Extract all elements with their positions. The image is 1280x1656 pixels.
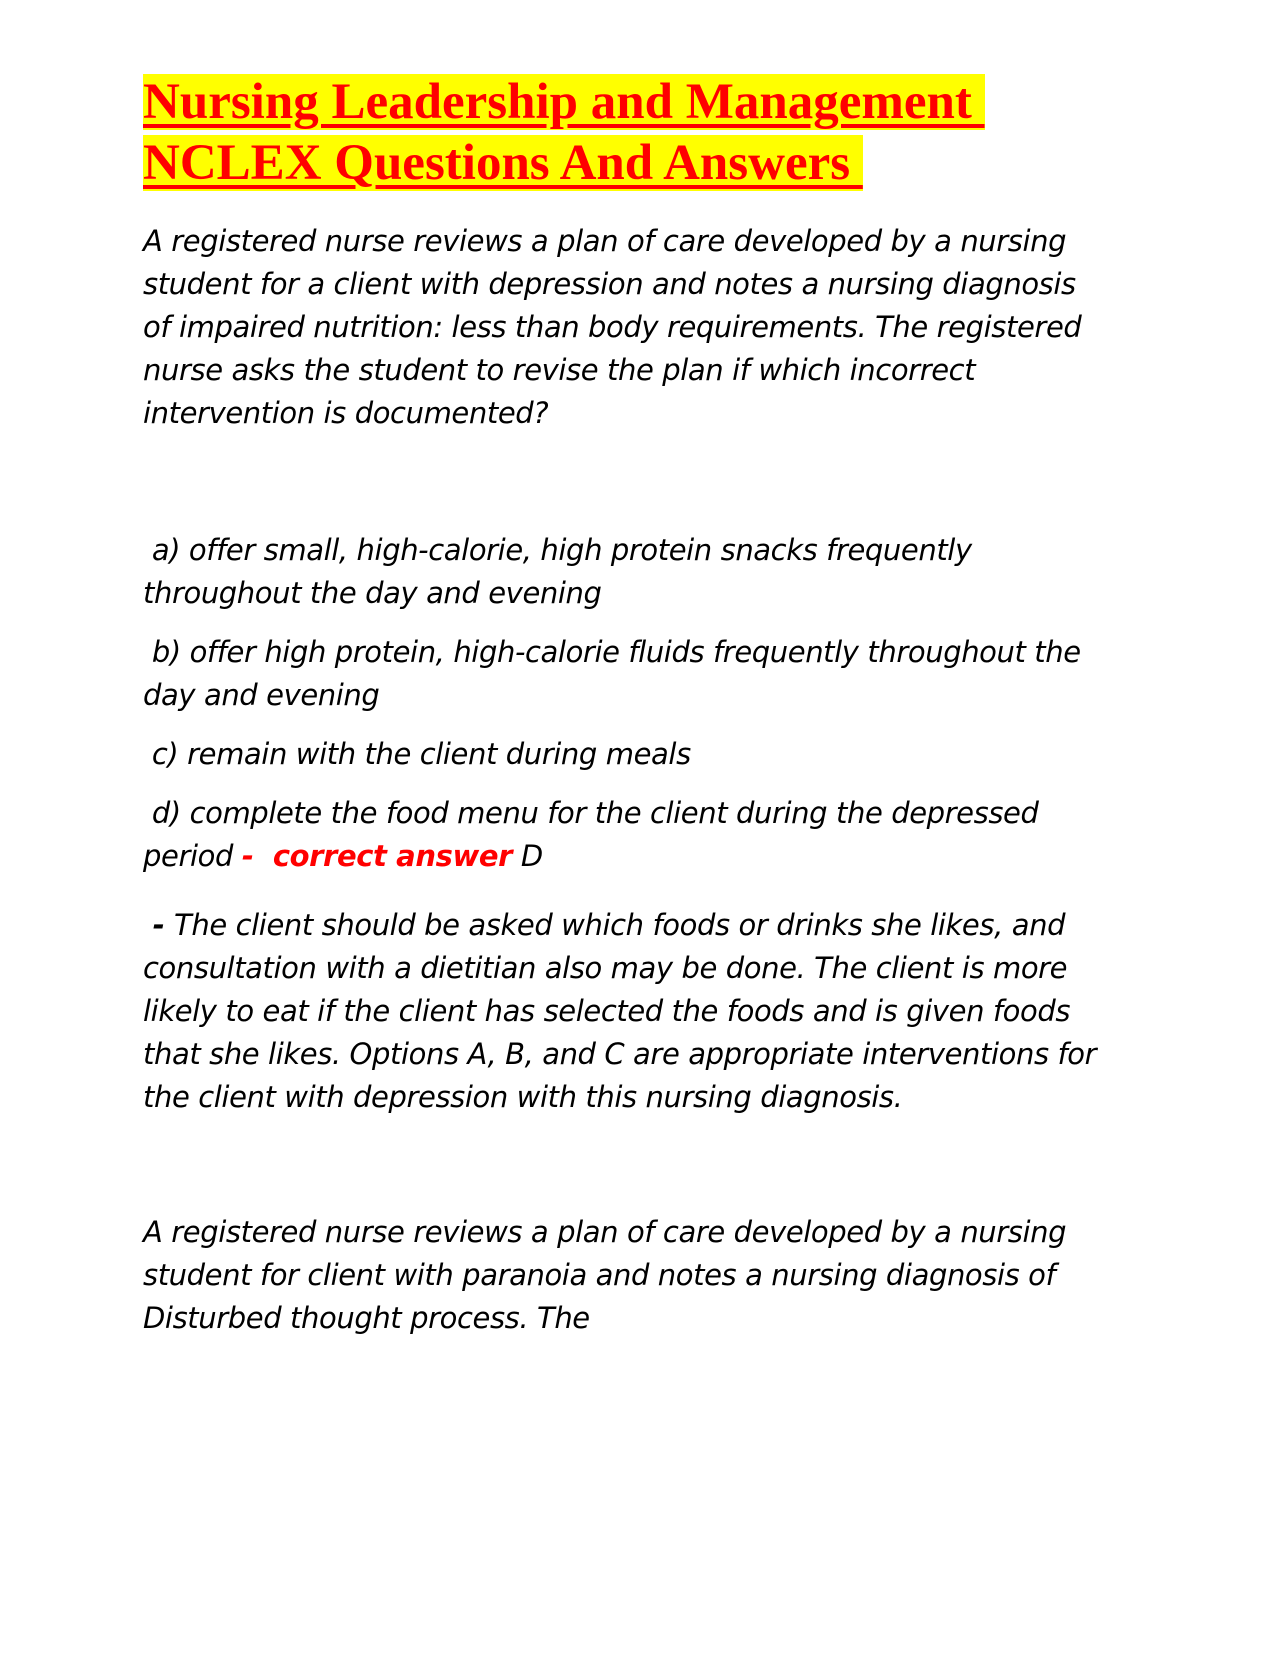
answer-option-a: a) offer small, high-calorie, high protein snacks frequently throughout the day and evening <box>143 533 981 610</box>
answer-option-d-text: d) complete the food menu for the client during the depressed period <box>143 796 1048 873</box>
document-title <box>143 72 1107 194</box>
question-2-prompt: A registered nurse reviews a plan of care developed by a nursing student for client with paranoia and notes a nursing diagnosis of Disturbed thought process. The <box>143 1215 1075 1335</box>
question-1-prompt: A registered nurse reviews a plan of care developed by a nursing student for a client with depression and notes a nursing diagnosis of impaired nutrition: less than body requirements. The registered nurse asks the student to revise the plan if which incorrect intervention is documented? <box>143 224 1091 430</box>
correct-answer-value: D <box>512 839 543 873</box>
answer-option-b: b) offer high protein, high-calorie fluids frequently throughout the day and evening <box>143 635 1090 712</box>
answer-option-c: c) remain with the client during meals <box>143 737 691 771</box>
answer-explanation <box>143 904 1107 1119</box>
document-title-line1: Nursing Leadership and Management <box>143 74 985 130</box>
correct-answer-marker: - correct answer <box>241 839 513 873</box>
explanation-text: The client should be asked which foods or drinks she likes, and consultation with a dietitian also may be done. The client is more likely to eat if the client has selected the foods and is given foods that she likes. Options A, B, and C are appropriate interventions for the client with depression with this nursing diagnosis. <box>143 908 1105 1114</box>
answer-option-d <box>143 792 1107 878</box>
document-title-line2: NCLEX Questions And Answers <box>143 135 863 191</box>
explanation-dash: - <box>143 908 175 942</box>
